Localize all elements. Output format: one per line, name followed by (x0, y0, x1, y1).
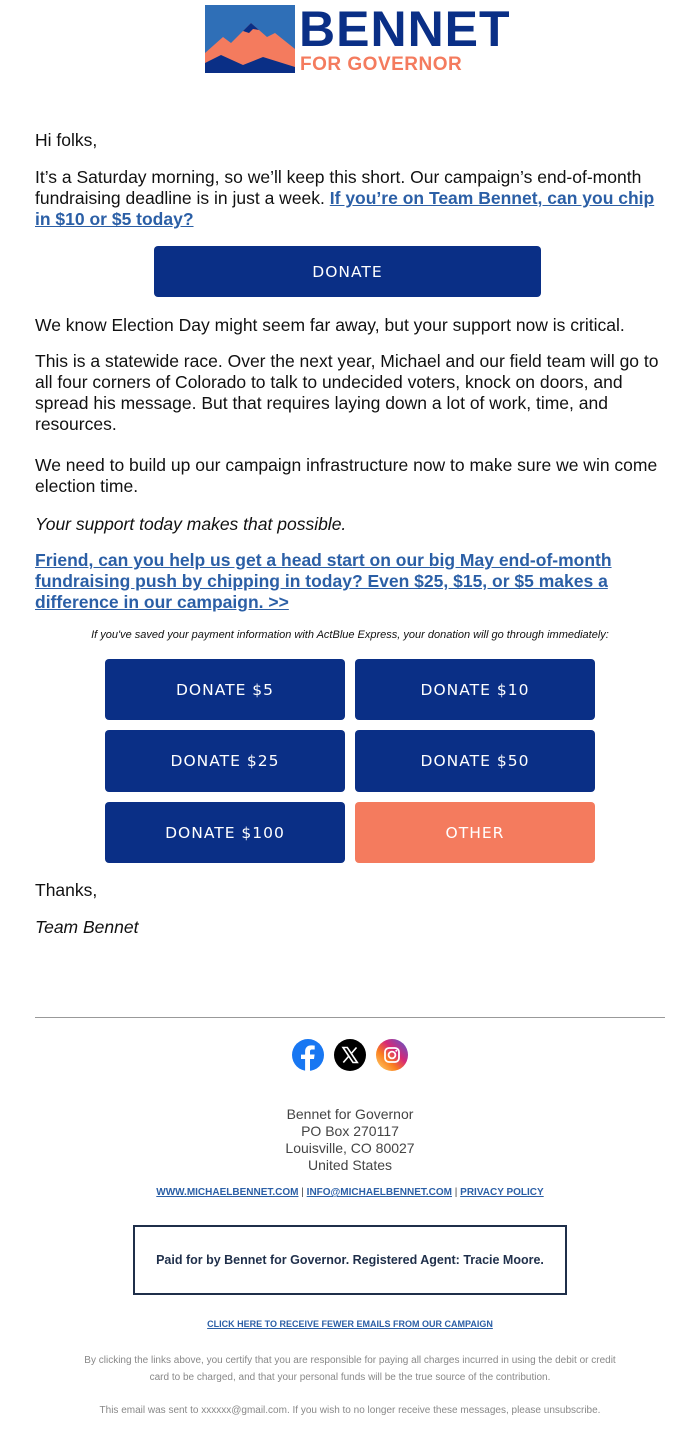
head-start-link[interactable]: Friend, can you help us get a head start on our big May end-of-month fundraising push by chipping in today? Even $25, $15, or $5 makes a difference in our campaign. >> (35, 550, 612, 612)
paragraph-critical: We know Election Day might seem far away, but your support now is critical. (35, 315, 625, 335)
address-line: United States (307, 1157, 393, 1173)
donate-10-button[interactable]: DONATE $10 (355, 659, 595, 720)
footer-divider (35, 1017, 665, 1018)
address-line: Bennet for Governor (286, 1106, 414, 1122)
paid-for-disclaimer (133, 1225, 567, 1295)
paragraph-headstart (35, 550, 665, 613)
logo-name: BENNET (299, 1, 511, 57)
thanks: Thanks, (35, 880, 98, 900)
greeting: Hi folks, (35, 130, 98, 150)
donate-50-button[interactable]: DONATE $50 (355, 730, 595, 792)
chip-in-link[interactable]: If you’re on Team Bennet, can you chip in $10 or $5 today? (35, 188, 655, 229)
facebook-icon[interactable] (292, 1039, 324, 1071)
donate-100-button[interactable]: DONATE $100 (105, 802, 345, 863)
logo-subtitle: FOR GOVERNOR (300, 54, 463, 75)
colorado-mountain-icon (203, 5, 295, 75)
card-disclaimer: By clicking the links above, you certify that you are responsible for paying all charges incurred in using the debit or credit card to be charged, and that your personal funds will be the true source of the contribution. (84, 1355, 616, 1383)
campaign-logo (203, 1, 511, 75)
address-line: Louisville, CO 80027 (285, 1140, 415, 1156)
donate-button[interactable]: DONATE (154, 246, 541, 297)
footer-links (0, 1187, 700, 1198)
link-separator: | (454, 1187, 458, 1198)
paragraph-infrastructure: We need to build up our campaign infrastructure now to make sure we win come election time. (35, 455, 658, 496)
instagram-icon[interactable] (376, 1039, 408, 1071)
fewer-emails-link[interactable]: CLICK HERE TO RECEIVE FEWER EMAILS FROM OUR CAMPAIGN (207, 1319, 493, 1329)
link-separator: | (301, 1187, 304, 1198)
actblue-express-note: If you've saved your payment information with ActBlue Express, your donation will go through immediately: (91, 629, 609, 641)
donate-25-button[interactable]: DONATE $25 (105, 730, 345, 792)
paragraph-intro-text: It’s a Saturday morning, so we’ll keep this short. Our campaign’s end-of-month fundraising deadline is in just a week. (35, 167, 642, 208)
paragraph-statewide: This is a statewide race. Over the next year, Michael and our field team will go to all four corners of Colorado to talk to undecided voters, knock on doors, and spread his message. But that requires laying down a lot of work, time, and resources. (35, 351, 659, 434)
paragraph-intro (35, 167, 665, 230)
paragraph-support: Your support today makes that possible. (35, 514, 347, 534)
email-link[interactable]: INFO@MICHAELBENNET.COM (306, 1187, 452, 1198)
address-line: PO Box 270117 (301, 1123, 399, 1139)
paid-for-text: Paid for by Bennet for Governor. Registered Agent: Tracie Moore. (156, 1253, 544, 1267)
x-icon[interactable] (334, 1039, 366, 1071)
donate-other-button[interactable]: OTHER (355, 802, 595, 863)
fewer-emails (0, 1319, 700, 1329)
signature: Team Bennet (35, 917, 139, 937)
website-link[interactable]: WWW.MICHAELBENNET.COM (156, 1187, 299, 1198)
privacy-policy-link[interactable]: PRIVACY POLICY (460, 1187, 544, 1198)
sent-to-notice: This email was sent to xxxxxx@gmail.com. If you wish to no longer receive these messages, please unsubscribe. (99, 1405, 601, 1416)
donate-5-button[interactable]: DONATE $5 (105, 659, 345, 720)
